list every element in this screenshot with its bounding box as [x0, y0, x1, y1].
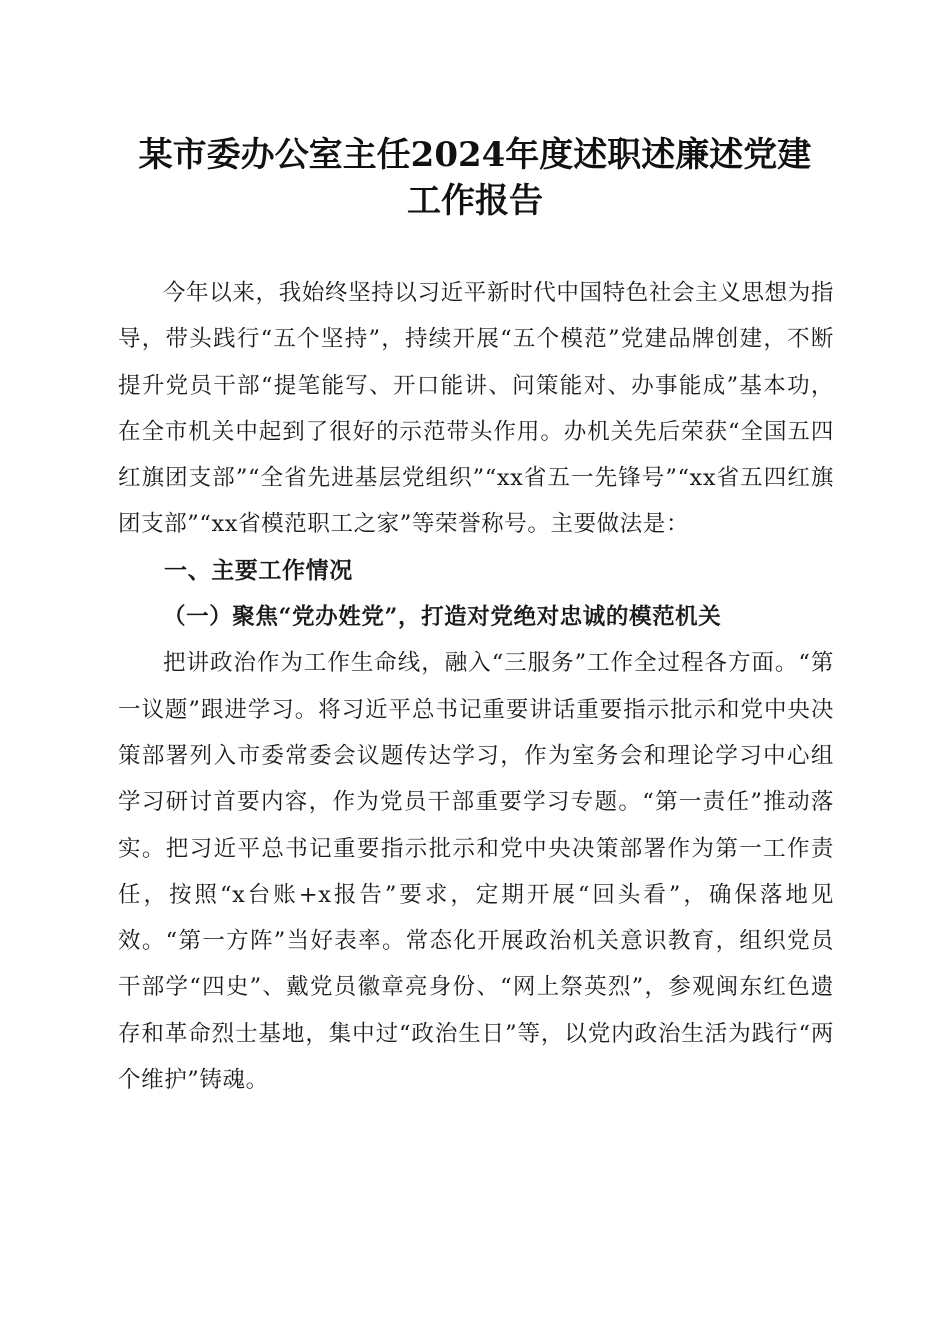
section-heading-main-work: 一、主要工作情况	[164, 557, 353, 584]
document-body	[118, 270, 834, 1103]
subsection-heading-party-office: （一）聚焦“党办姓党”，打造对党绝对忠诚的模范机关	[163, 604, 722, 631]
intro-paragraph: 今年以来，我始终坚持以习近平新时代中国特色社会主义思想为指导，带头践行“五个坚持”，持续开展“五个模范”党建品牌创建，不断提升党员干部“提笔能写、开口能讲、问策能对、办事能成”基本功，在全市机关中起到了很好的示范带头作用。办机关先后荣获“全国五四红旗团支部”“全省先进基层党组织”“xx省五一先锋号”“xx省五四红旗团支部”“xx省模范职工之家”等荣誉称号。主要做法是：	[118, 280, 834, 538]
document-title	[100, 132, 850, 224]
document-title-line-2: 工作报告	[407, 181, 543, 221]
subsection-paragraph: 把讲政治作为工作生命线，融入“三服务”工作全过程各方面。“第一议题”跟进学习。将习近平总书记重要讲话重要指示批示和党中央决策部署列入市委常委会议题传达学习，作为室务会和理论学习中心组学习研讨首要内容，作为党员干部重要学习专题。“第一责任”推动落实。把习近平总书记重要指示批示和党中央决策部署作为第一工作责任，按照“x台账+x报告”要求，定期开展“回头看”，确保落地见效。“第一方阵”当好表率。常态化开展政治机关意识教育，组织党员干部学“四史”、戴党员徽章亮身份、“网上祭英烈”，参观闽东红色遗存和革命烈士基地，集中过“政治生日”等，以党内政治生活为践行“两个维护”铸魂。	[118, 650, 834, 1094]
document-title-line-1: 某市委办公室主任2024年度述职述廉述党建	[138, 135, 812, 175]
